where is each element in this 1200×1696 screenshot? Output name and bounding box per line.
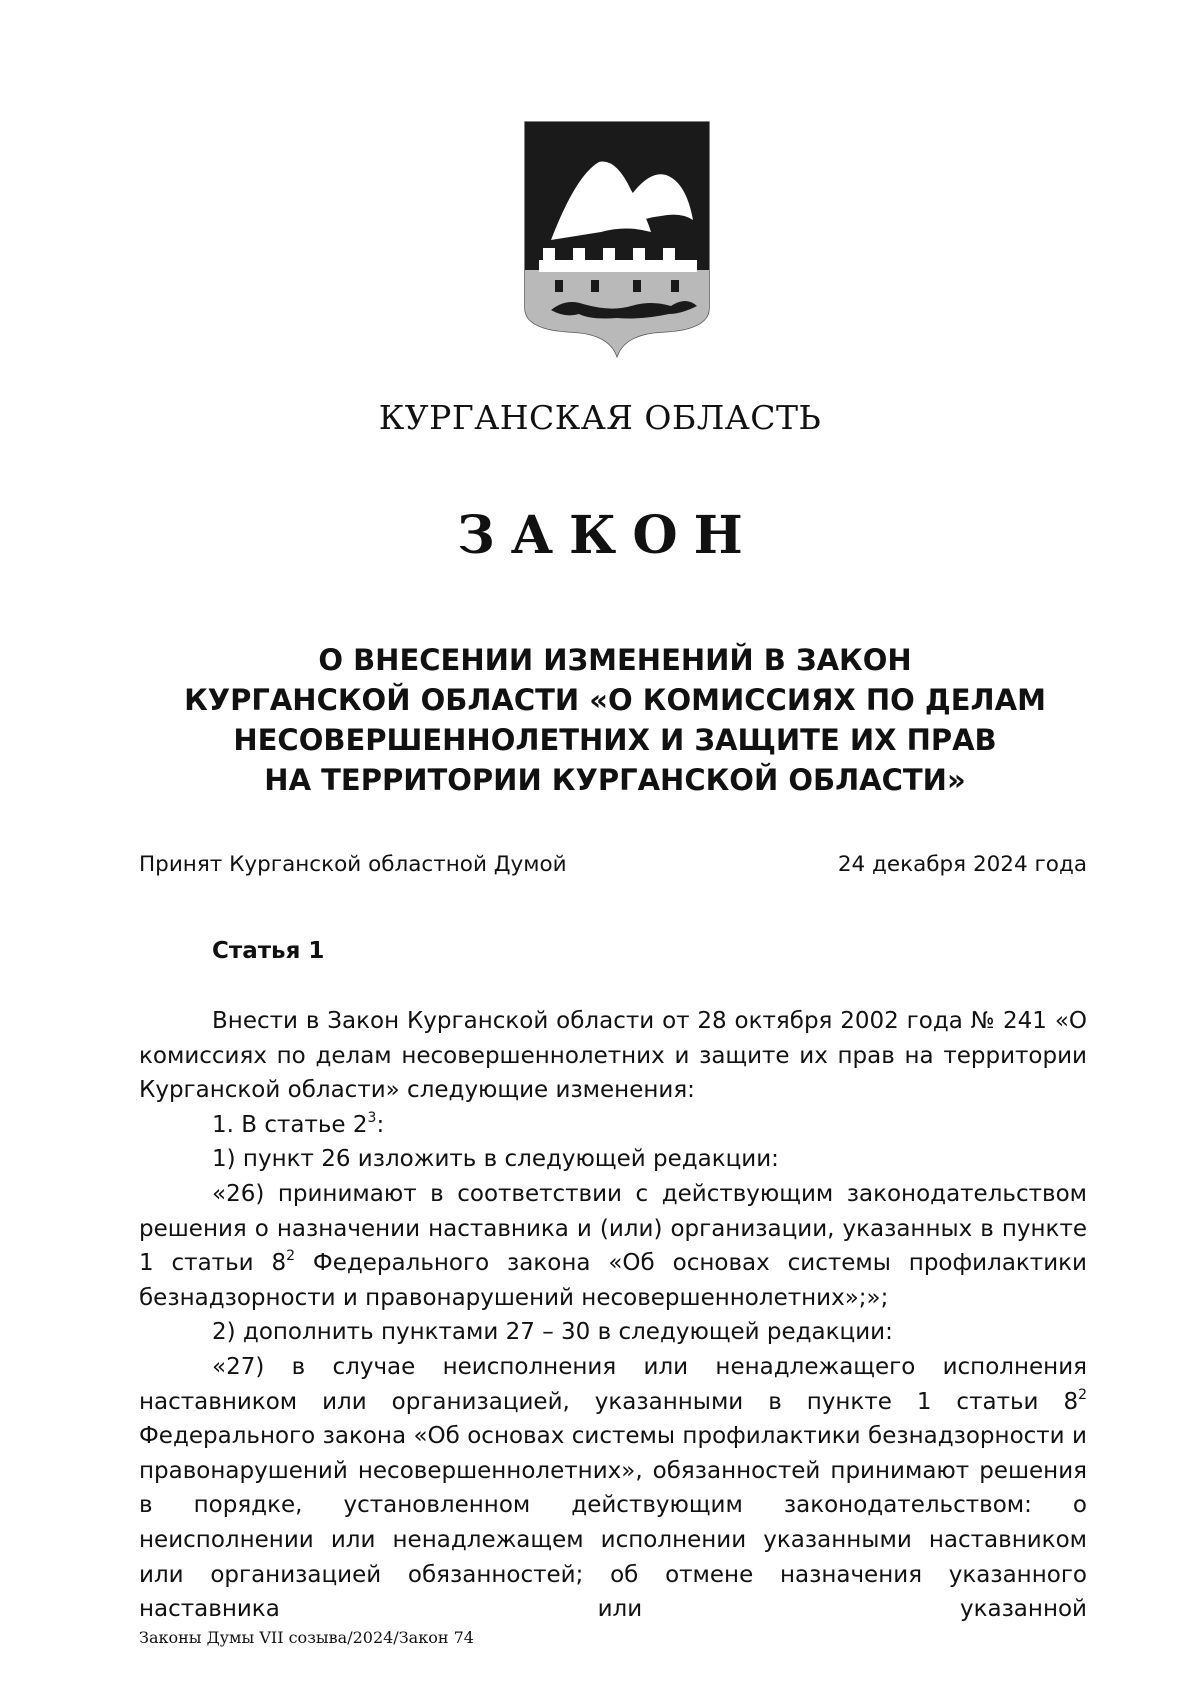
paragraph-26-superscript: 2 [286, 1248, 296, 1265]
article-heading: Статья 1 [212, 938, 325, 964]
subitem-1: 1) пункт 26 изложить в следующей редакции: [212, 1146, 779, 1173]
region-name: КУРГАНСКАЯ ОБЛАСТЬ [378, 398, 822, 437]
paragraph-26-text-a: «26) принимают в соответствии с действующим законодательством решения о назначении наставника и (или) организации, указанных в пункте 1 статьи 8 [139, 1180, 1087, 1277]
item-1-colon: : [376, 1111, 385, 1138]
law-title [150, 640, 1080, 800]
paragraph-26-text-b: Федерального закона «Об основах системы профилактики безнадзорности и правонарушений несовершеннолетних»;»; [139, 1250, 1087, 1311]
item-1-superscript: 3 [367, 1109, 377, 1126]
adoption-date: 24 декабря 2024 года [837, 852, 1087, 877]
article-intro: Внести в Закон Курганской области от 28 октября 2002 года № 241 «О комиссиях по делам несовершеннолетних и защите их прав на территории Курганской области» следующие изменения: [139, 1008, 1087, 1104]
coat-of-arms-icon [521, 120, 713, 360]
title-line: НА ТЕРРИТОРИИ КУРГАНСКОЙ ОБЛАСТИ» [264, 763, 966, 797]
paragraph-26 [139, 1177, 1087, 1315]
document-reference: Законы Думы VII созыва/2024/Закон 74 [139, 1628, 474, 1647]
title-line: О ВНЕСЕНИИ ИЗМЕНЕНИЙ В ЗАКОН [318, 643, 912, 677]
item-1-text: 1. В статье 2 [212, 1111, 368, 1138]
item-1 [139, 1108, 1087, 1143]
paragraph-27-text-a: «27) в случае неисполнения или ненадлежащего исполнения наставником или организацией, указанными в пункте 1 статьи 8 [139, 1353, 1087, 1415]
title-line: КУРГАНСКОЙ ОБЛАСТИ «О КОМИССИЯХ ПО ДЕЛАМ [184, 683, 1046, 717]
subitem-2: 2) дополнить пунктами 27 – 30 в следующей редакции: [212, 1319, 893, 1346]
document-type: ЗАКОН [457, 505, 759, 566]
paragraph-27-text-b: Федерального закона «Об основах системы профилактики безнадзорности и правонарушений несовершеннолетних», обязанностей принимают решения в порядке, установленном действующим законодательством: о неисполнении или ненадлежащем исполнении указанными наставником или организацией обязанностей; об отмене назначения указанного наставника или указанной [139, 1423, 1087, 1623]
article-body [139, 1004, 1087, 1627]
paragraph-27 [139, 1350, 1087, 1627]
title-line: НЕСОВЕРШЕННОЛЕТНИХ И ЗАЩИТЕ ИХ ПРАВ [233, 723, 997, 757]
paragraph-27-superscript: 2 [1078, 1386, 1087, 1403]
adopted-by: Принят Курганской областной Думой [139, 852, 567, 877]
